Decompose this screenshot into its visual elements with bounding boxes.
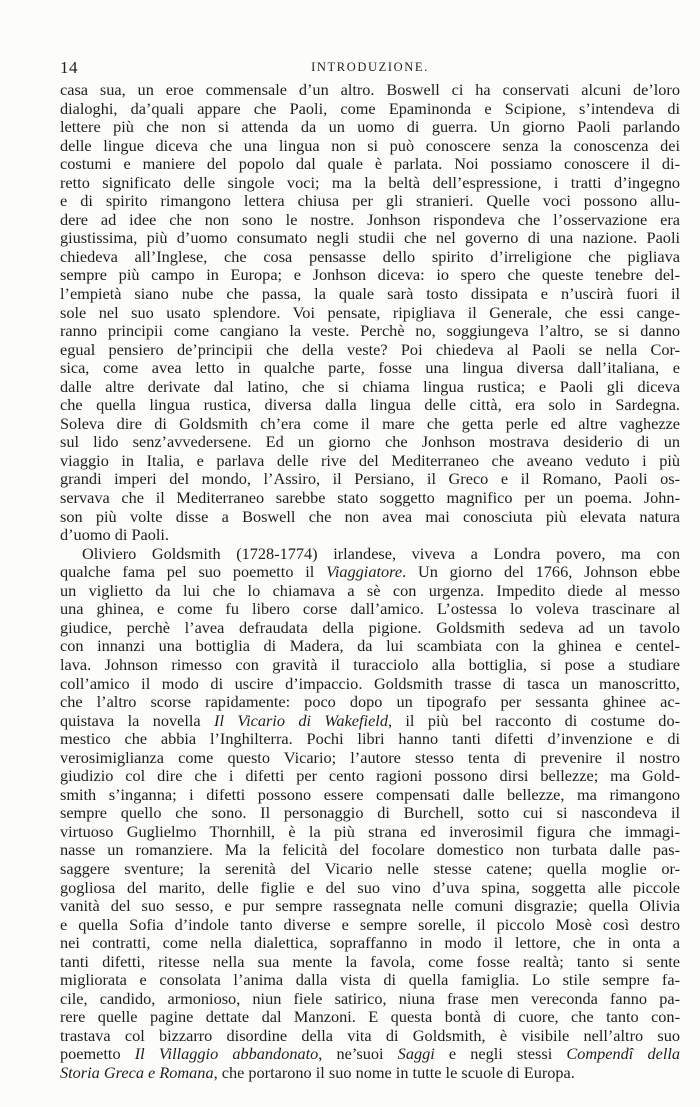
text-line: grandi imperi del mondo, l’Assiro, il Persiano, il Greco e il Romano, Paoli os- — [60, 469, 680, 489]
text-line: che quella lingua rustica, diversa dalla lingua delle città, era solo in Sardegna. — [60, 395, 680, 415]
text-line: sempre più campo in Europa; e Jonhson diceva: io spero che queste tenebre del- — [60, 265, 680, 285]
text-line: poemetto Il Villaggio abbandonato, ne’suoi Saggi e negli stessi Compendî della — [60, 1044, 681, 1064]
text-line: giudice, perchè l’avea defraudata della pigione. Goldsmith sedeva ad un tavolo — [60, 617, 680, 637]
text-line: e di spirito rimangono lettera chiusa per gli stranieri. Quelle voci possono allu- — [60, 191, 680, 211]
text-line: rere quelle pagine dettate dal Manzoni. E questa bontà di cuore, che tanto con- — [60, 1007, 680, 1027]
text-line: coll’amico il modo di uscire d’impaccio. Goldsmith trasse di tasca un manoscritto, — [60, 673, 680, 693]
text-line: chiedeva all’Inglese, che cosa pensasse dello spirito d’irreligione che pigliava — [60, 246, 680, 266]
text-line: tanti difetti, ritesse nella sua mente la favola, come fosse realtà; tanto si sente — [60, 951, 680, 971]
text-line: lava. Johnson rimesso con gravità il turacciolo alla bottiglia, si pose a studiare — [60, 654, 680, 674]
text-line: che l’altro scorse rapidamente: poco dopo un tipografo per sessanta ghinee ac- — [60, 692, 680, 712]
text-line: giustissima, più d’uomo consumato negli studii che nel governo di una nazione. Paoli — [60, 228, 680, 248]
text-line: Storia Greca e Romana, che portarono il suo nome in tutte le scuole di Europa. — [60, 1062, 575, 1082]
text-line: smith s’inganna; i difetti possono essere compensati dalle bellezze, ma rimangono — [60, 784, 680, 804]
text-line: dialoghi, da’quali appare che Paoli, come Epaminonda e Scipione, s’intendeva di — [60, 98, 680, 118]
text-line: costumi e maniere del popolo dal quale è parlata. Noi possiamo conoscere il di- — [60, 154, 680, 174]
text-line: dere ad idee che non sono le nostre. Jonhson rispondeva che l’osservazione era — [60, 209, 680, 229]
text-line: quistava la novella Il Vicario di Wakefield, il più bel racconto di costume do- — [60, 710, 681, 730]
text-line: migliorata e consolata l’anima dalla vista di quella famiglia. Lo stile sempre fa- — [60, 970, 680, 990]
text-line: lettere più che non si attenda da un uomo di guerra. Un giorno Paoli parlando — [60, 117, 680, 137]
text-line: retto significato delle singole voci; ma la beltà dell’espressione, i tratti d’ingegno — [60, 172, 680, 192]
text-line: d’uomo di Paoli. — [60, 525, 169, 545]
text-line: con innanzi una bottiglia di Madera, da lui scambiata con la ghinea e centel- — [60, 636, 680, 656]
page-header — [60, 56, 680, 82]
text-line: l’empietà siano nube che passa, la quale sarà tosto dissipata e n’uscirà fuori il — [60, 284, 680, 304]
text-line: trastava col bizzarro disordine della vita di Goldsmith, è visibile nell’altro suo — [60, 1025, 680, 1045]
text-line: mestico che abbia l’Inghilterra. Pochi libri hanno tanti difetti d’invenzione e di — [60, 729, 680, 749]
text-line: sole nel suo usato splendore. Voi pensate, ripigliava il Generale, che essi cange- — [60, 302, 680, 322]
text-line: qualche fama pel suo poemetto il Viaggiatore. Un giorno del 1766, Johnson ebbe — [60, 562, 680, 582]
text-line: e quella Sofia d’indole tanto diverse e sempre sorelle, il piccolo Mosè così destro — [60, 914, 680, 934]
text-line: cile, candido, armonioso, niun fiele satirico, niuna frase men vereconda fanno pa- — [60, 988, 680, 1008]
text-line: saggere sventure; la serenità del Vicario nelle stesse catene; quella moglie or- — [60, 858, 680, 878]
text-line: casa sua, un eroe commensale d’un altro. Boswell ci ha conservati alcuni de’loro — [60, 80, 680, 99]
text-line: viaggio in Italia, e parlava delle rive del Mediterraneo che aveano veduto i più — [60, 450, 680, 470]
text-line: giudizio col dire che i difetti per cento ragioni possono dirsi bellezze; ma Gold- — [60, 766, 680, 786]
text-line: sica, come avea letto in qualche parte, fosse una lingua diversa dall’italiana, e — [60, 358, 680, 378]
text-line: nasse un romanziere. Ma la felicità del focolare domestico non turbata dalle pas- — [60, 840, 680, 860]
text-line: son più volte disse a Boswell che non avea mai conosciuta più elevata natura — [60, 506, 680, 526]
text-line: una ghinea, e come fu libero corse dall’amico. L’ostessa lo voleva trascinare al — [60, 599, 680, 619]
text-line: gogliosa del marito, delle figlie e del suo vino d’uva spina, soggetta alle piccole — [60, 877, 680, 897]
text-line: sempre quello che sono. Il personaggio di Burchell, sotto cui si nascondeva il — [60, 803, 680, 823]
body-text — [60, 81, 680, 1083]
text-line: egual pensiero de’principii che della veste? Poi chiedeva al Paoli se nella Cor- — [60, 339, 680, 359]
text-line: vanità del suo sesso, e pur sempre rassegnata nelle comuni disgrazie; quella Olivia — [60, 896, 680, 916]
text-line: Soleva dire di Goldsmith ch’era come il mare che getta perle ed altre vaghezze — [60, 413, 680, 433]
text-line: Oliviero Goldsmith (1728-1774) irlandese, viveva a Londra povero, ma con — [82, 543, 680, 563]
text-line: delle lingue diceva che una lingua non si può conoscere senza la conoscenza dei — [60, 135, 680, 155]
text-line: sul lido senz’avvedersene. Ed un giorno che Jonhson mostrava desiderio di un — [60, 432, 680, 452]
text-line: dalle altre derivate dal latino, che si chiama lingua rustica; e Paoli gli diceva — [60, 376, 680, 396]
text-line: ranno principii come cangiano la veste. Perchè no, soggiungeva l’altro, se si danno — [60, 321, 680, 341]
text-line: verosimiglianza come questo Vicario; l’autore stesso tenta di prevenire il nostro — [60, 747, 680, 767]
text-line: un viglietto da lui che lo chiamava a sè con urgenza. Impedito diede al messo — [60, 580, 680, 600]
text-line: virtuoso Guglielmo Thornhill, è la più strana ed inverosimil figura che immagi- — [60, 821, 680, 841]
text-line: nei contratti, come nella dialettica, sopraffanno in modo il lettore, che in onta a — [60, 933, 680, 953]
page-number: 14 — [60, 58, 78, 77]
running-head: INTRODUZIONE. — [311, 60, 429, 74]
text-line: servava che il Mediterraneo sarebbe stato soggetto magnifico per un poema. John- — [60, 488, 680, 508]
